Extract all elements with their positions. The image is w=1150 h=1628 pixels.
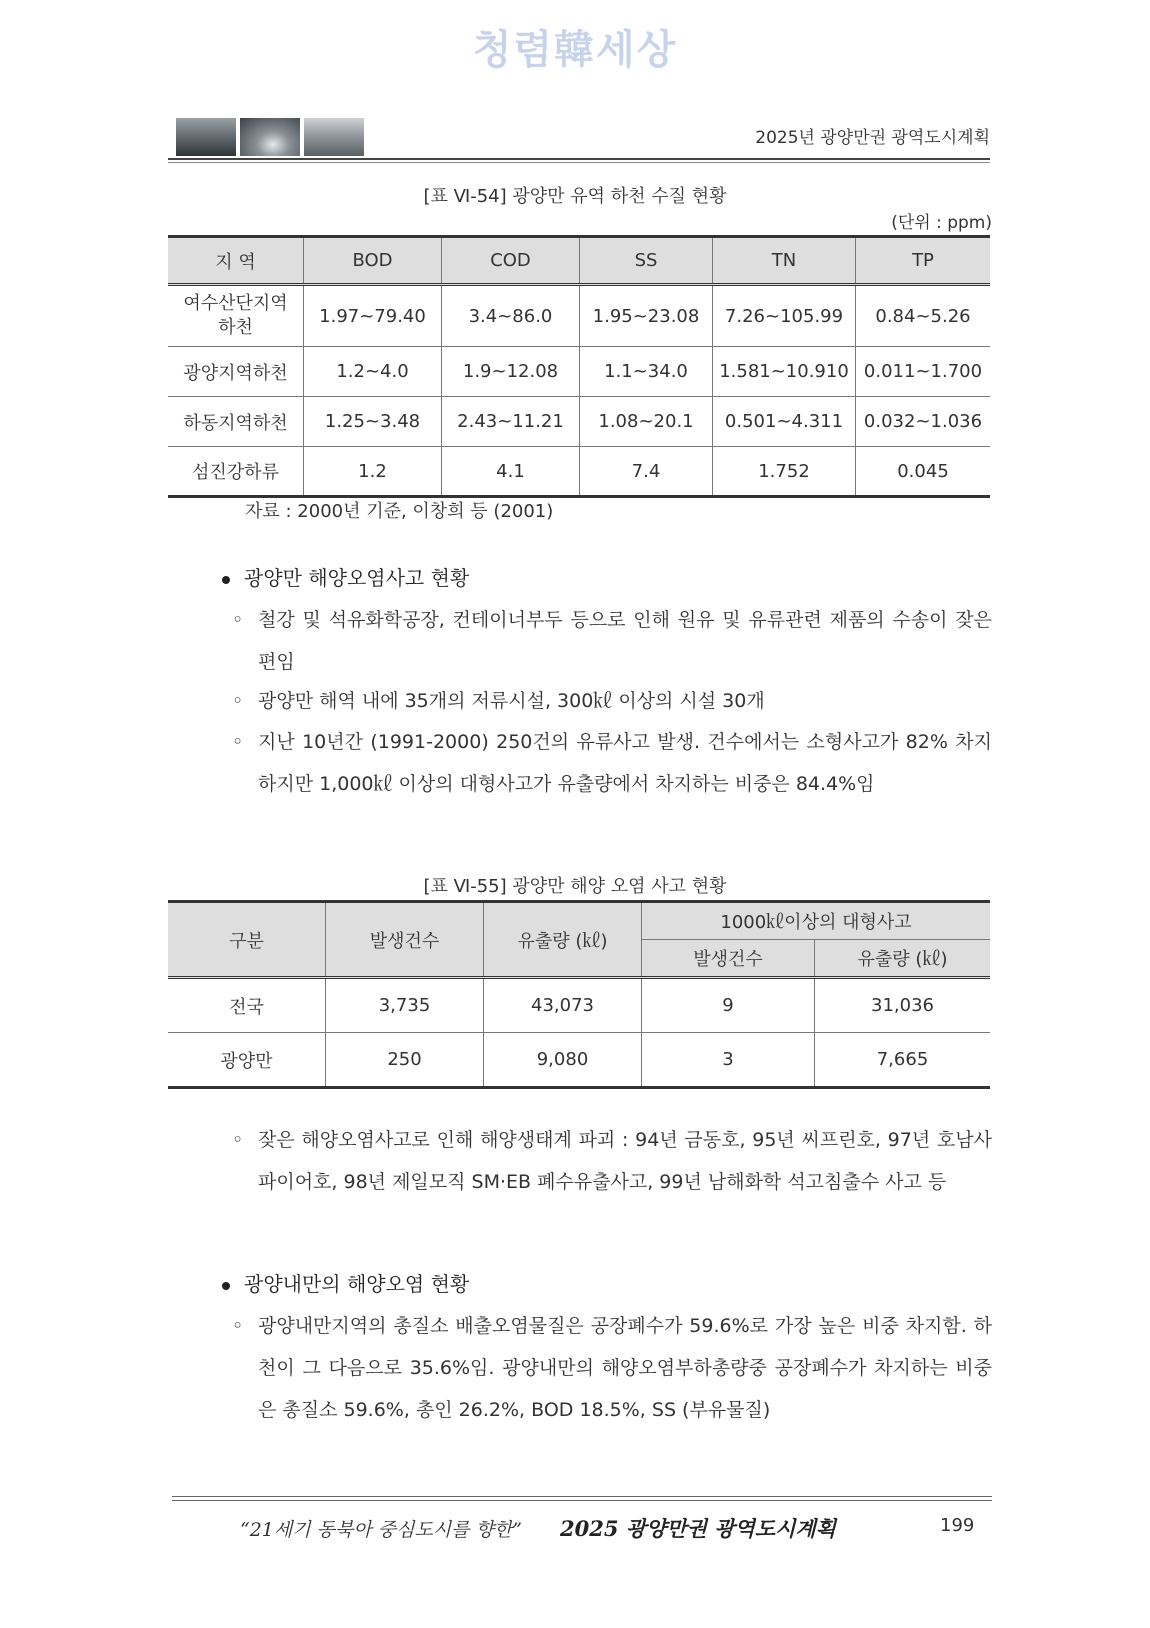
table-row bbox=[168, 397, 990, 447]
table-cell: 0.501~4.311 bbox=[713, 397, 856, 447]
table-cell: 9 bbox=[642, 978, 815, 1033]
pollution-accident-table bbox=[168, 900, 990, 1089]
table1-source: 자료 : 2000년 기준, 이창희 등 (2001) bbox=[245, 501, 554, 522]
column-header: 발생건수 bbox=[642, 940, 815, 978]
circle-bullet-icon: ◦ bbox=[232, 609, 244, 631]
row-label: 광양지역하천 bbox=[168, 347, 304, 397]
column-header: TN bbox=[713, 237, 856, 285]
water-quality-table bbox=[168, 235, 990, 498]
column-header: 발생건수 bbox=[326, 902, 484, 978]
table-cell: 4.1 bbox=[442, 447, 580, 497]
list-item bbox=[232, 721, 992, 805]
table-cell: 0.011~1.700 bbox=[856, 347, 991, 397]
table-row bbox=[168, 285, 990, 347]
table-cell: 1.581~10.910 bbox=[713, 347, 856, 397]
header-rule bbox=[168, 162, 990, 163]
circle-bullet-icon: ◦ bbox=[232, 1129, 244, 1151]
header-rule bbox=[168, 158, 990, 160]
column-header: BOD bbox=[304, 237, 442, 285]
table-cell: 1.752 bbox=[713, 447, 856, 497]
column-header: 구분 bbox=[168, 902, 326, 978]
table-cell: 0.045 bbox=[856, 447, 991, 497]
table-cell: 9,080 bbox=[484, 1033, 642, 1088]
footer-slogan: “21세기 동북아 중심도시를 향한” bbox=[240, 1519, 522, 1541]
table-cell: 1.9~12.08 bbox=[442, 347, 580, 397]
table-row bbox=[168, 447, 990, 497]
list-item bbox=[232, 599, 992, 683]
table1-caption: [표 Ⅵ-54] 광양만 유역 하천 수질 현황 bbox=[423, 186, 727, 207]
section-heading bbox=[222, 562, 469, 591]
list-item-text: 철강 및 석유화학공장, 컨테이너부두 등으로 인해 원유 및 유류관련 제품의 수송이 잦은 편임 bbox=[258, 609, 992, 673]
section-heading bbox=[222, 1268, 469, 1297]
table-cell: 7,665 bbox=[815, 1033, 991, 1088]
table-cell: 250 bbox=[326, 1033, 484, 1088]
table-cell: 0.84~5.26 bbox=[856, 285, 991, 347]
column-header: 유출량 (㎘) bbox=[484, 902, 642, 978]
list-item-text: 광양만 해역 내에 35개의 저류시설, 300㎘ 이상의 시설 30개 bbox=[258, 690, 765, 712]
table2-caption: [표 Ⅵ-55] 광양만 해양 오염 사고 현황 bbox=[423, 876, 727, 897]
column-header: TP bbox=[856, 237, 991, 285]
header-photo bbox=[176, 118, 236, 156]
list-item-text: 광양내만지역의 총질소 배출오염물질은 공장폐수가 59.6%로 가장 높은 비중 차지함. 하천이 그 다음으로 35.6%임. 광양내만의 해양오염부하총량중 공장폐수가 차지하는 비중은 총질소 59.6%, 총인 26.2%, BOD 18.5%, SS (부유물질) bbox=[258, 1315, 992, 1421]
table-cell: 1.2 bbox=[304, 447, 442, 497]
circle-bullet-icon: ◦ bbox=[232, 1315, 244, 1337]
table-cell: 1.08~20.1 bbox=[580, 397, 713, 447]
table-cell: 43,073 bbox=[484, 978, 642, 1033]
table-cell: 2.43~11.21 bbox=[442, 397, 580, 447]
table-row bbox=[168, 347, 990, 397]
column-group-header: 1000㎘이상의 대형사고 bbox=[642, 902, 991, 940]
bullet-icon bbox=[222, 576, 230, 584]
table-cell: 3,735 bbox=[326, 978, 484, 1033]
section-heading-text: 광양만 해양오염사고 현황 bbox=[244, 566, 470, 590]
list-item-text: 잦은 해양오염사고로 인해 해양생태계 파괴 : 94년 금동호, 95년 씨프린호, 97년 호남사파이어호, 98년 제일모직 SM·EB 폐수유출사고, 99년 남해화학 석고침출수 사고 등 bbox=[258, 1129, 992, 1193]
column-header: COD bbox=[442, 237, 580, 285]
row-label: 전국 bbox=[168, 978, 326, 1033]
table-cell: 1.1~34.0 bbox=[580, 347, 713, 397]
table-cell: 7.4 bbox=[580, 447, 713, 497]
header-photo bbox=[304, 118, 364, 156]
table-cell: 1.25~3.48 bbox=[304, 397, 442, 447]
table-cell: 3 bbox=[642, 1033, 815, 1088]
circle-bullet-icon: ◦ bbox=[232, 690, 244, 712]
list-item bbox=[232, 1305, 992, 1431]
table-cell: 31,036 bbox=[815, 978, 991, 1033]
row-label: 하동지역하천 bbox=[168, 397, 304, 447]
footer-title: 2025 광양만권 광역도시계획 bbox=[560, 1516, 836, 1541]
bullet-icon bbox=[222, 1282, 230, 1290]
running-header: 2025년 광양만권 광역도시계획 bbox=[755, 128, 990, 148]
footer-rule bbox=[172, 1500, 992, 1501]
column-header: SS bbox=[580, 237, 713, 285]
table-cell: 1.2~4.0 bbox=[304, 347, 442, 397]
page-number: 199 bbox=[940, 1515, 975, 1536]
row-label: 여수산단지역 하천 bbox=[168, 285, 304, 347]
column-header: 유출량 (㎘) bbox=[815, 940, 991, 978]
table-cell: 1.97~79.40 bbox=[304, 285, 442, 347]
list-item bbox=[232, 1119, 992, 1203]
footer-rule bbox=[172, 1496, 992, 1497]
circle-bullet-icon: ◦ bbox=[232, 731, 244, 753]
list-item bbox=[232, 680, 992, 722]
table-cell: 1.95~23.08 bbox=[580, 285, 713, 347]
row-label: 섬진강하류 bbox=[168, 447, 304, 497]
table-row bbox=[168, 978, 990, 1033]
header-photo-strip bbox=[176, 118, 364, 156]
row-label: 광양만 bbox=[168, 1033, 326, 1088]
column-header: 지 역 bbox=[168, 237, 304, 285]
table1-unit: (단위 : ppm) bbox=[891, 213, 992, 233]
list-item-text: 지난 10년간 (1991-2000) 250건의 유류사고 발생. 건수에서는 소형사고가 82% 차지하지만 1,000㎘ 이상의 대형사고가 유출량에서 차지하는 비중은 84.4%임 bbox=[258, 731, 992, 795]
table-row bbox=[168, 1033, 990, 1088]
section-heading-text: 광양내만의 해양오염 현황 bbox=[244, 1272, 470, 1296]
table-cell: 3.4~86.0 bbox=[442, 285, 580, 347]
table-cell: 0.032~1.036 bbox=[856, 397, 991, 447]
table-cell: 7.26~105.99 bbox=[713, 285, 856, 347]
watermark-logo: 청렴韓세상 bbox=[472, 27, 678, 73]
header-photo bbox=[240, 118, 300, 156]
